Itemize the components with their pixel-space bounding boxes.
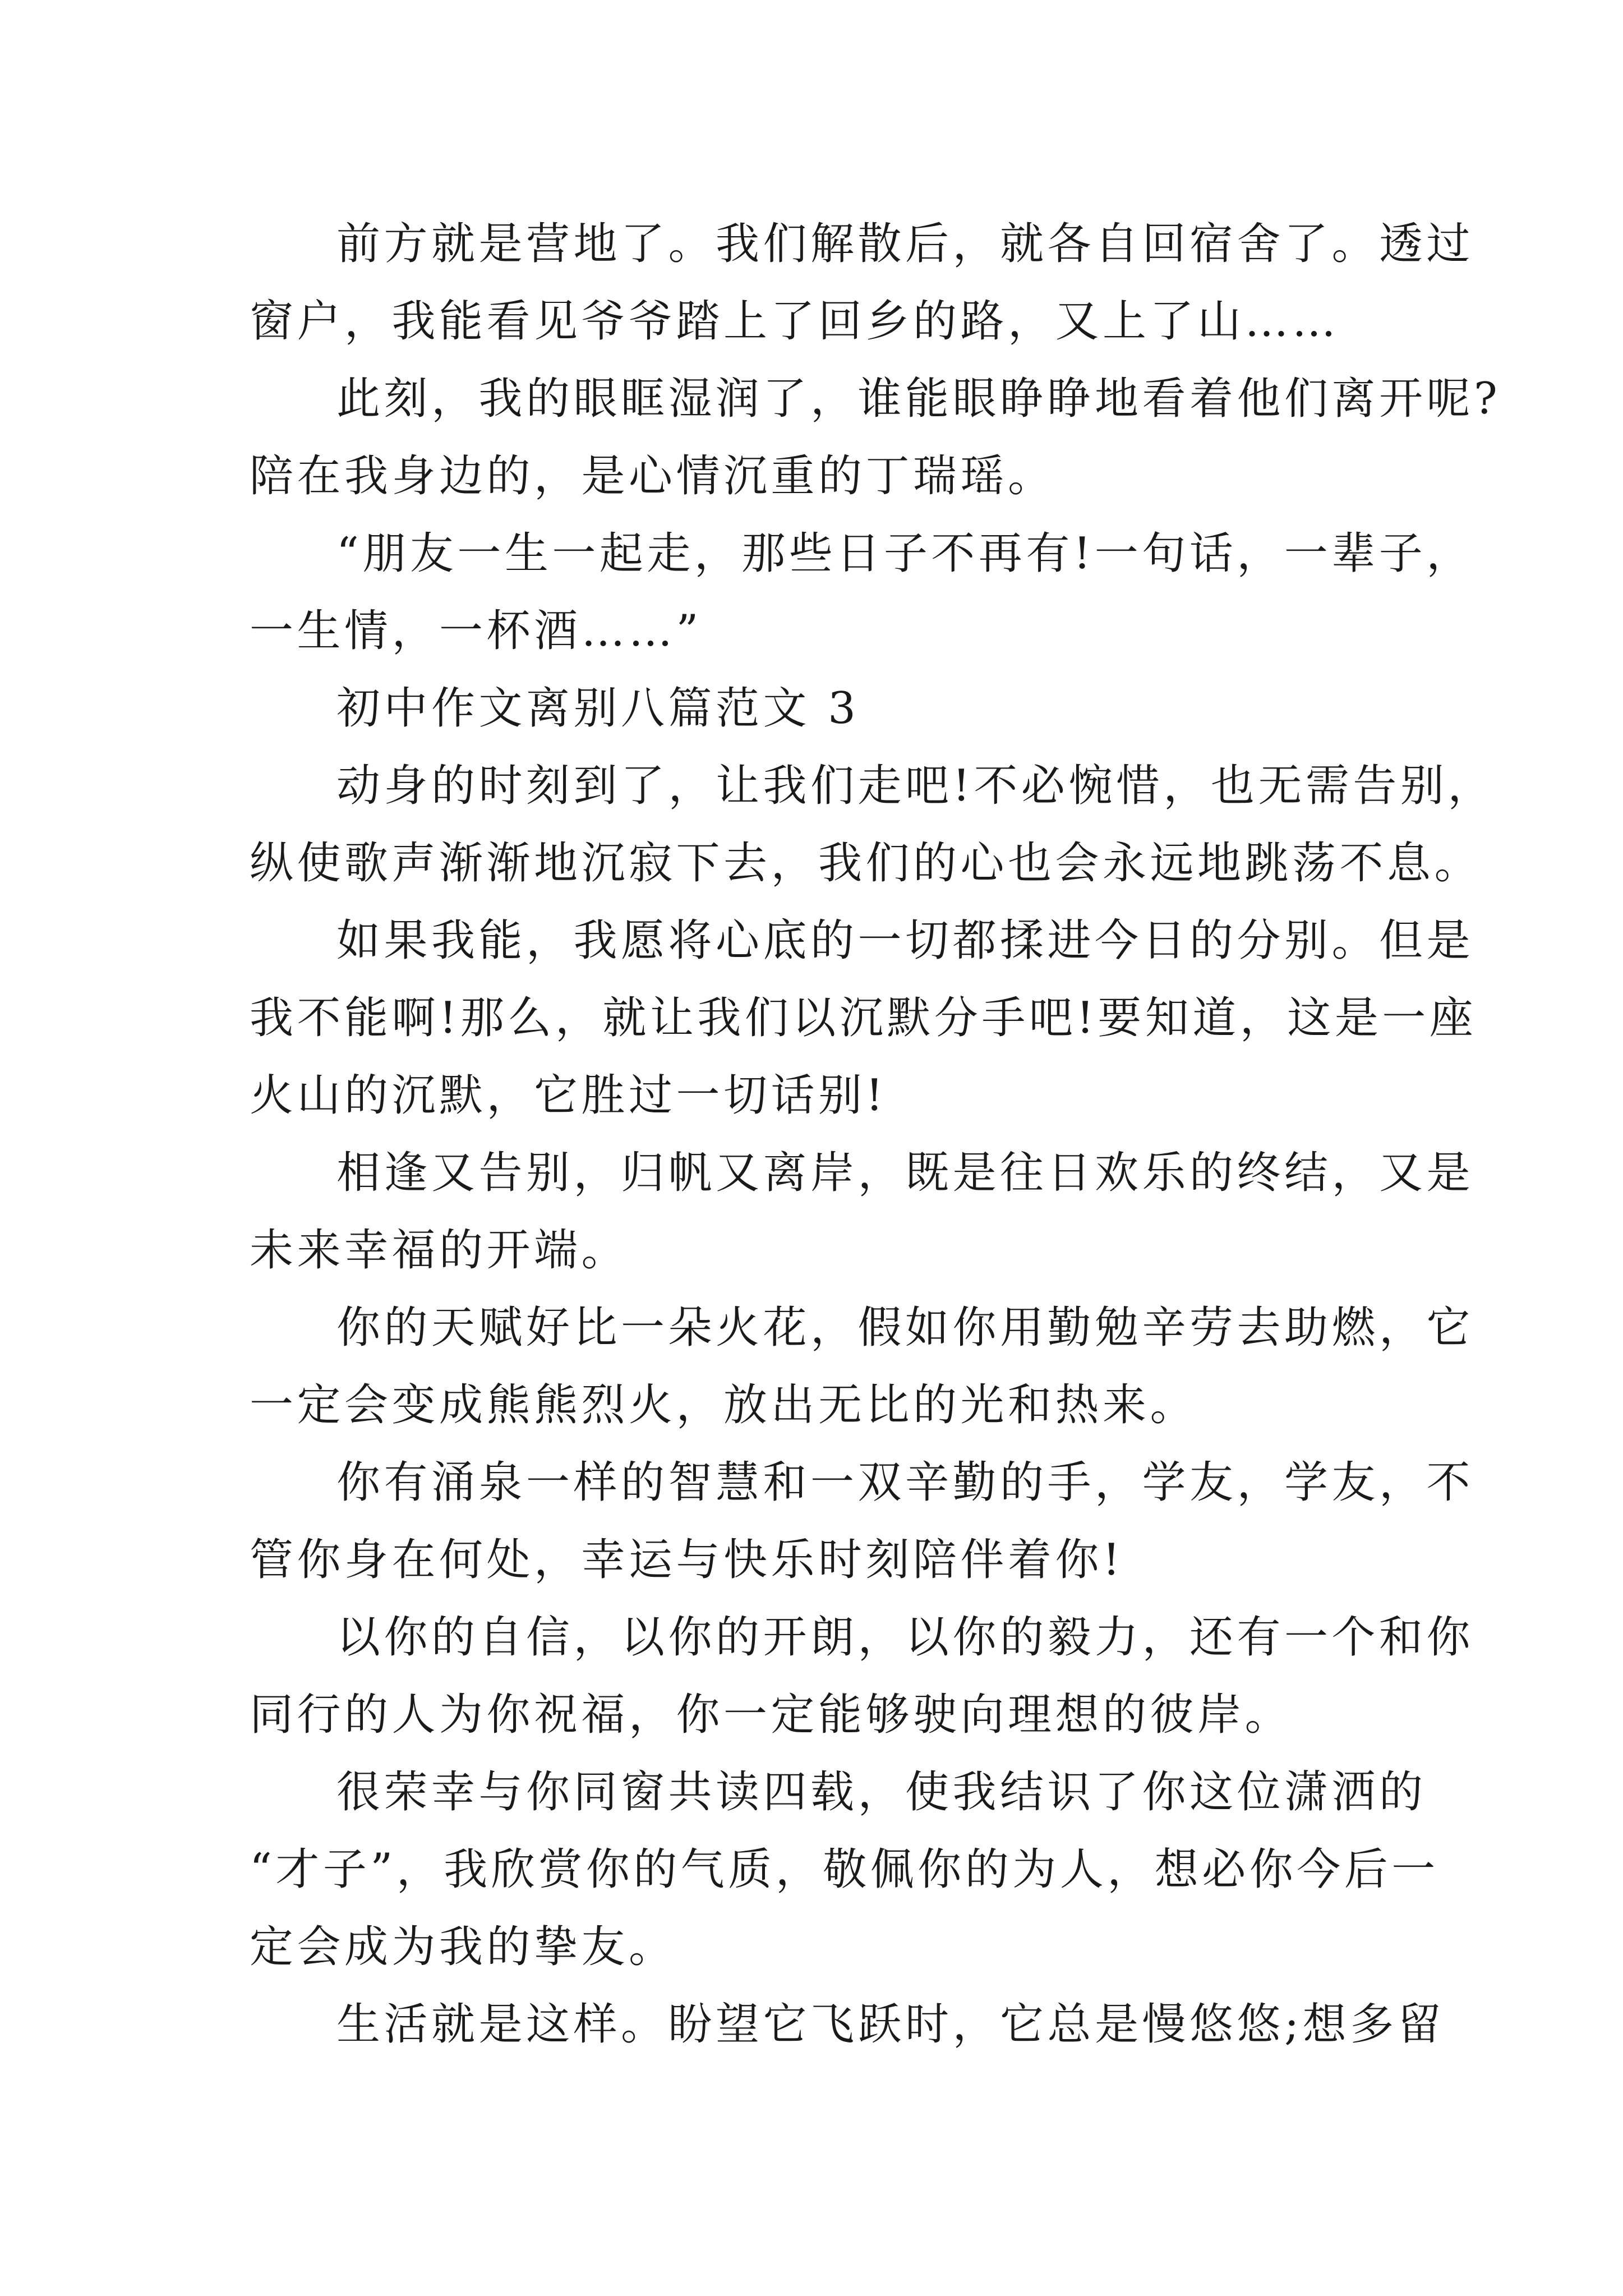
- text-line: 同行的人为你祝福，你一定能够驶向理想的彼岸。: [250, 1690, 1293, 1740]
- text-line: 纵使歌声渐渐地沉寂下去，我们的心也会永远地跳荡不息。: [250, 838, 1482, 889]
- text-line: 火山的沉默，它胜过一切话别!: [250, 1070, 887, 1121]
- text-line: 一定会变成熊熊烈火，放出无比的光和热来。: [250, 1380, 1198, 1430]
- text-line: 生活就是这样。盼望它飞跃时，它总是慢悠悠;想多留: [336, 1999, 1445, 2050]
- text-line: 管你身在何处，幸运与快乐时刻陪伴着你!: [250, 1535, 1124, 1585]
- text-line: 陪在我身边的，是心情沉重的丁瑞瑶。: [250, 451, 1055, 501]
- text-line: 你的天赋好比一朵火花，假如你用勤勉辛劳去助燃，它: [336, 1303, 1474, 1353]
- text-line: 窗户，我能看见爷爷踏上了回乡的路，又上了山……: [250, 296, 1340, 347]
- text-line: 如果我能，我愿将心底的一切都揉进今日的分别。但是: [336, 915, 1474, 966]
- text-line: 前方就是营地了。我们解散后，就各自回宿舍了。透过: [336, 219, 1474, 269]
- text-line: 此刻，我的眼眶湿润了，谁能眼睁睁地看着他们离开呢?: [336, 374, 1501, 424]
- text-line: 定会成为我的挚友。: [250, 1922, 676, 1972]
- text-line: “才子”，我欣赏你的气质，敬佩你的为人，想必你今后一: [250, 1844, 1439, 1895]
- section-heading: 初中作文离别八篇范文 3: [336, 683, 860, 734]
- text-line: 以你的自信，以你的开朗，以你的毅力，还有一个和你: [336, 1612, 1474, 1663]
- text-line: 很荣幸与你同窗共读四载，使我结识了你这位潇洒的: [336, 1767, 1427, 1818]
- text-line: 一生情，一杯酒……”: [250, 606, 702, 656]
- text-line: “朋友一生一起走，那些日子不再有!一句话，一辈子，: [336, 528, 1474, 579]
- text-line: 未来幸福的开端。: [250, 1225, 629, 1276]
- text-line: 动身的时刻到了，让我们走吧!不必惋惜，也无需告别，: [336, 761, 1495, 811]
- text-line: 你有涌泉一样的智慧和一双辛勤的手，学友，学友，不: [336, 1457, 1474, 1508]
- text-line: 我不能啊!那么，就让我们以沉默分手吧!要知道，这是一座: [250, 993, 1477, 1043]
- text-line: 相逢又告别，归帆又离岸，既是往日欢乐的终结，又是: [336, 1148, 1474, 1198]
